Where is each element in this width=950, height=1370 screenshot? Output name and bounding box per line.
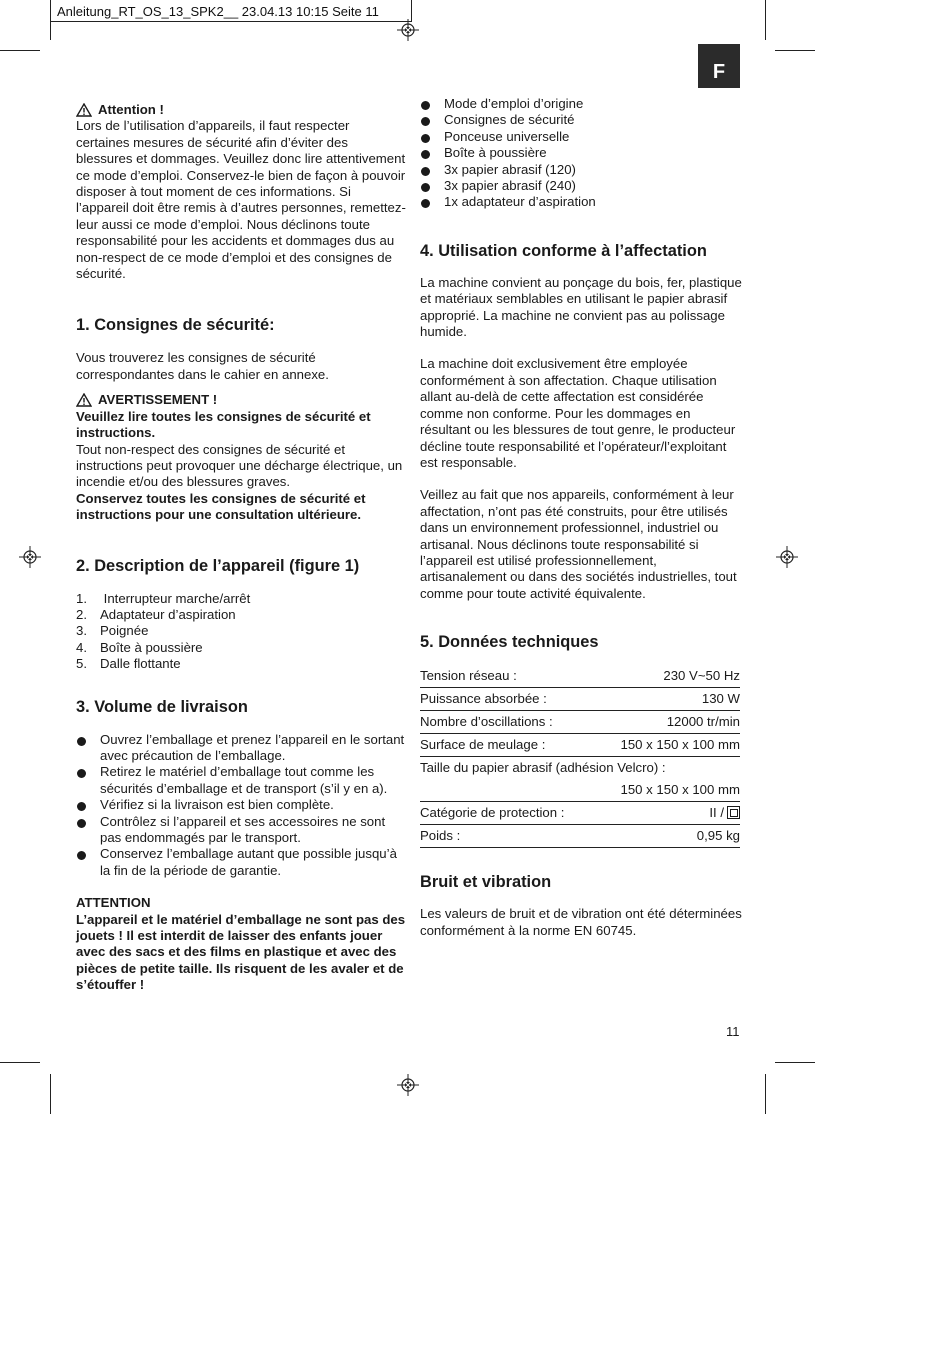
parts-list xyxy=(76,591,406,673)
registration-mark-icon xyxy=(19,546,41,568)
crop-mark xyxy=(775,50,815,51)
list-item: 1x adaptateur d’aspiration xyxy=(420,194,742,210)
crop-mark xyxy=(765,1074,766,1114)
tech-value: 12000 tr/min xyxy=(595,711,740,734)
tech-label: Surface de meulage : xyxy=(420,734,595,757)
registration-mark-icon xyxy=(397,1074,419,1096)
tech-value: 150 x 150 x 100 mm xyxy=(595,779,740,802)
list-item: Ouvrez l’emballage et prenez l’appareil en le sortant avec précaution de l’emballage. xyxy=(76,732,406,765)
bullet-icon xyxy=(77,769,86,778)
crop-mark xyxy=(765,0,766,40)
bullet-icon xyxy=(421,199,430,208)
warning-text: Tout non-respect des consignes de sécurité et instructions peut provoquer une décharge électrique, un incendie et/ou des blessures graves. xyxy=(76,441,403,490)
table-row xyxy=(420,802,740,825)
tech-label: Catégorie de protection : xyxy=(420,802,595,825)
tech-value: 150 x 150 x 100 mm xyxy=(595,734,740,757)
bullet-icon xyxy=(421,117,430,126)
delivery-steps-list xyxy=(76,732,406,880)
tech-value: 230 V~50 Hz xyxy=(595,665,740,688)
noise-vibration-title: Bruit et vibration xyxy=(420,873,552,892)
tech-label: Tension réseau : xyxy=(420,665,595,688)
list-item: 3x papier abrasif (120) xyxy=(420,162,742,178)
noise-vibration-text: Les valeurs de bruit et de vibration ont été déterminées conformément à la norme EN 60745. xyxy=(420,906,742,938)
list-item: 4. Boîte à poussière xyxy=(76,639,203,655)
list-item: 3x papier abrasif (240) xyxy=(420,178,742,194)
page-number: 11 xyxy=(726,1024,740,1039)
bullet-icon xyxy=(77,802,86,811)
warning-heading xyxy=(76,392,406,408)
bullet-icon xyxy=(421,101,430,110)
list-item: Conservez l’emballage autant que possible jusqu’à la fin de la période de garantie. xyxy=(76,846,406,879)
section-4-paragraph-3: Veillez au fait que nos appareils, conformément à leur affectation, n’ont pas été construits, pour être utilisés dans un environnement professionnel, industriel ou artisanal. Nous déclinons toute responsabilité si l’appareil est utilisé professionnellement, artisanalement ou dans des sociétés industrielles, tout comme pour toute activité équivalente. xyxy=(420,487,737,601)
crop-mark xyxy=(775,1062,815,1063)
right-column xyxy=(420,96,742,939)
bullet-icon xyxy=(77,851,86,860)
table-row xyxy=(420,825,740,848)
list-item: 3. Poignée xyxy=(76,623,149,639)
tech-label: Nombre d’oscillations : xyxy=(420,711,595,734)
table-row xyxy=(420,779,740,802)
bullet-icon xyxy=(421,134,430,143)
warning-title: AVERTISSEMENT ! xyxy=(98,392,218,408)
section-4-paragraph-1: La machine convient au ponçage du bois, fer, plastique et matériaux semblables en utilisant le papier abrasif approprié. La machine ne convient pas au polissage humide. xyxy=(420,274,742,340)
section-4-title: 4. Utilisation conforme à l’affectation xyxy=(420,241,707,260)
list-item: Retirez le matériel d’emballage tout comme les sécurités d’emballage et de transport (s’il y en a). xyxy=(76,764,406,797)
list-item: 2. Adaptateur d’aspiration xyxy=(76,606,236,622)
crop-mark xyxy=(0,1062,40,1063)
tech-value: 130 W xyxy=(595,688,740,711)
crop-mark xyxy=(0,50,40,51)
warning-bold-1: Veuillez lire toutes les consignes de sécurité et instructions. xyxy=(76,408,371,441)
bullet-icon xyxy=(421,183,430,192)
section-5-title: 5. Données techniques xyxy=(420,633,599,652)
attention-2-title: ATTENTION xyxy=(76,895,151,911)
section-1-title: 1. Consignes de sécurité: xyxy=(76,316,275,335)
delivery-contents-list xyxy=(420,96,742,211)
tech-value: 0,95 kg xyxy=(595,825,740,848)
list-item: Consignes de sécurité xyxy=(420,112,742,128)
section-2-title: 2. Description de l’appareil (figure 1) xyxy=(76,556,360,575)
table-row xyxy=(420,665,740,688)
warning-triangle-icon xyxy=(76,103,92,117)
section-1-text: Vous trouverez les consignes de sécurité correspondantes dans le cahier en annexe. xyxy=(76,350,329,382)
tech-label: Taille du papier abrasif (adhésion Velcro) : xyxy=(420,760,666,776)
warning-bold-2: Conservez toutes les consignes de sécurité et instructions pour une consultation ultérieure. xyxy=(76,490,366,523)
tech-value: II / xyxy=(595,802,740,825)
list-item: Vérifiez si la livraison est bien complète. xyxy=(76,797,406,813)
protection-class-icon xyxy=(727,806,740,819)
list-item: Ponceuse universelle xyxy=(420,129,742,145)
bullet-icon xyxy=(77,737,86,746)
registration-mark-icon xyxy=(776,546,798,568)
bullet-icon xyxy=(421,150,430,159)
table-row xyxy=(420,688,740,711)
list-item: Mode d’emploi d’origine xyxy=(420,96,742,112)
header-slug: Anleitung_RT_OS_13_SPK2__ 23.04.13 10:15 Seite 11 xyxy=(57,4,379,19)
attention-heading xyxy=(76,102,406,118)
attention-text: Lors de l’utilisation d’appareils, il faut respecter certaines mesures de sécurité afin d’éviter des blessures et dommages. Veuillez donc lire attentivement ce mode d’emploi. Conservez-le bien de façon à pouvoir disposer à tout moment de ces informations. Si l’appareil doit être remis à d’autres personnes, remettez-leur aussi ce mode d’emploi. Nous déclinons toute responsabilité pour les accidents et dommages dus au non-respect de ce mode d’emploi et des consignes de sécurité. xyxy=(76,118,406,282)
attention-title: Attention ! xyxy=(98,102,164,117)
section-3-title: 3. Volume de livraison xyxy=(76,697,248,716)
tech-label: Puissance absorbée : xyxy=(420,688,595,711)
list-item: 5. Dalle flottante xyxy=(76,656,181,672)
crop-mark xyxy=(50,0,51,40)
table-row xyxy=(420,757,740,780)
list-item: 1. Interrupteur marche/arrêt xyxy=(76,590,251,606)
section-4-paragraph-2: La machine doit exclusivement être employée conformément à son affectation. Chaque utilisation allant au-delà de cette affectation est considérée comme non conforme. Pour les dommages en résultant ou les blessures de tout genre, le producteur décline toute responsabilité et l’opérateur/l’exploitant est responsable. xyxy=(420,356,736,470)
bullet-icon xyxy=(77,819,86,828)
registration-mark-icon xyxy=(397,19,419,41)
tech-label: Poids : xyxy=(420,825,595,848)
left-column xyxy=(76,102,406,994)
list-item: Contrôlez si l’appareil et ses accessoires ne sont pas endommagés par le transport. xyxy=(76,814,406,847)
list-item: Boîte à poussière xyxy=(420,145,742,161)
crop-mark xyxy=(50,1074,51,1114)
bullet-icon xyxy=(421,167,430,176)
table-row xyxy=(420,734,740,757)
attention-2-text: L’appareil et le matériel d’emballage ne sont pas des jouets ! Il est interdit de laisser des enfants jouer avec des sacs et des films en plastique et avec des pièces de petite taille. Ils risquent de les avaler et de s’étouffer ! xyxy=(76,911,406,993)
warning-triangle-icon xyxy=(76,393,92,407)
table-row xyxy=(420,711,740,734)
language-tab: F xyxy=(698,44,740,88)
tech-data-table xyxy=(420,665,740,848)
